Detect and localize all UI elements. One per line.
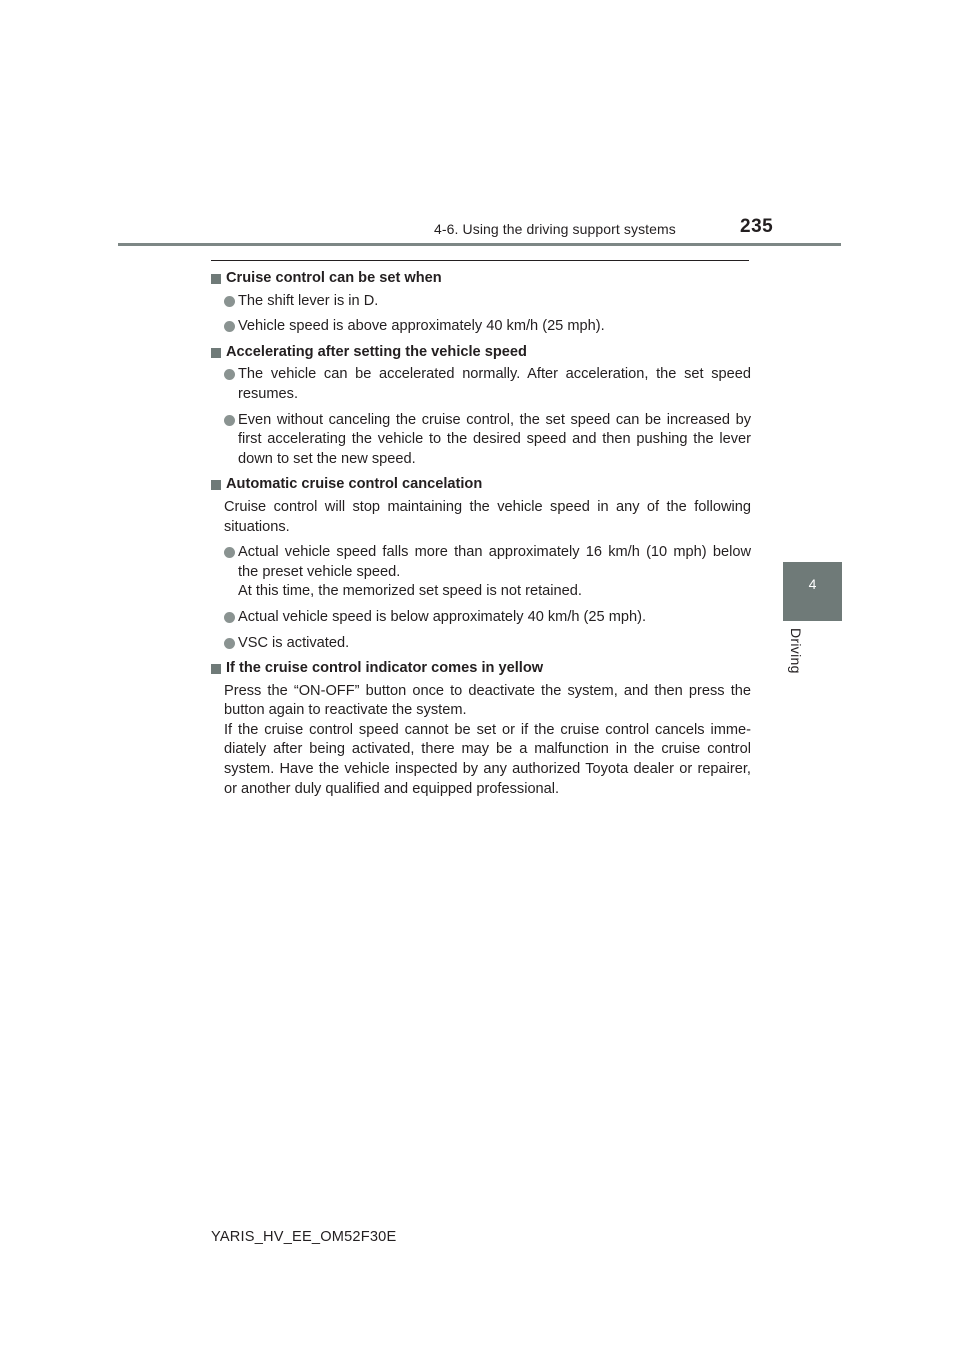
circle-bullet-icon [224,369,235,380]
section-heading [211,343,751,363]
section-heading-text: Cruise control can be set when [226,270,442,286]
section-paragraph [211,682,751,800]
chapter-number: 4 [808,576,817,592]
circle-bullet-icon [224,638,235,649]
section-heading [211,269,751,289]
square-bullet-icon [211,274,221,284]
header-rule [118,243,841,246]
circle-bullet-icon [224,415,235,426]
paragraph-line: If the cruise control speed cannot be set or if the cruise control cancels imme-diately after being activated, there may be a malfunction in the cruise control system. Have the vehicle inspected by any authorized Toyota dealer or repairer, or another duly qualified and equipped professional. [224,721,751,797]
list-item-note: At this time, the memorized set speed is not retained. [238,583,582,600]
chapter-label-text: Driving [788,628,804,674]
list-item [211,634,751,654]
section-heading-text: If the cruise control indicator comes in yellow [226,660,544,677]
chapter-label [788,628,808,688]
square-bullet-icon [211,480,221,490]
section-heading [211,659,751,679]
list-item-text: VSC is activated. [238,634,350,651]
list-item [211,543,751,602]
circle-bullet-icon [224,547,235,558]
list-item-text: Actual vehicle speed is below approximately 40 km/h (25 mph). [238,608,647,625]
list-item [211,365,751,404]
page-content [211,269,751,805]
circle-bullet-icon [224,321,235,332]
section-intro: Cruise control will stop maintaining the vehicle speed in any of the following situations. [224,498,751,535]
circle-bullet-icon [224,296,235,307]
list-item-text: Even without canceling the cruise control, the set speed can be increased by first accelerating the vehicle to the desired speed and then pushing the lever down to set the new speed. [238,411,751,467]
list-item [211,292,751,312]
header-section-title: 4-6. Using the driving support systems [434,221,676,237]
content-rule [211,260,749,261]
section-heading-text: Accelerating after setting the vehicle speed [226,343,527,360]
list-item-text: The shift lever is in D. [238,292,379,309]
list-item-text: The vehicle can be accelerated normally. After acceleration, the set speed resumes. [238,366,751,402]
list-item [211,608,751,628]
square-bullet-icon [211,348,221,358]
list-item [211,411,751,470]
section-heading [211,475,751,495]
paragraph-line: Press the “ON-OFF” button once to deactivate the system, and then press the button again to reactivate the system. [224,682,751,719]
list-item-text: Vehicle speed is above approximately 40 km/h (25 mph). [238,318,605,335]
list-item-text: Actual vehicle speed falls more than approximately 16 km/h (10 mph) below the preset vehicle speed. [238,544,751,580]
section-heading-text: Automatic cruise control cancelation [226,476,483,493]
list-item [211,317,751,337]
chapter-tab [783,562,842,621]
document-code: YARIS_HV_EE_OM52F30E [211,1229,397,1245]
square-bullet-icon [211,664,221,674]
circle-bullet-icon [224,612,235,623]
page-number: 235 [740,216,774,237]
